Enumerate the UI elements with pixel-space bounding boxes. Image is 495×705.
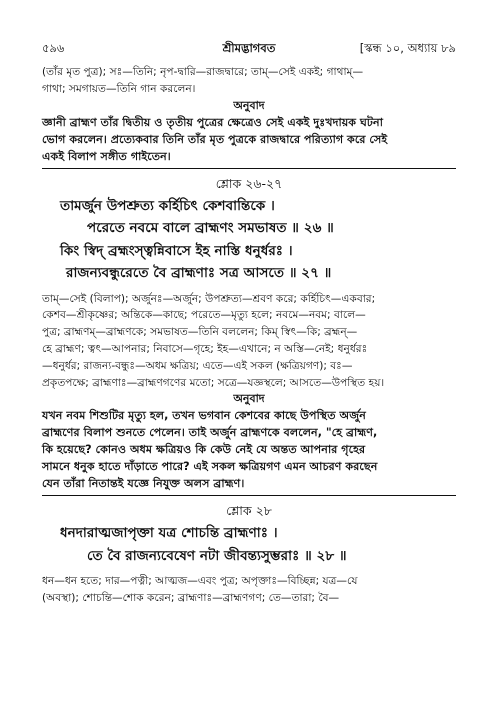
word-meaning-line: হে ব্রাহ্মণ; ত্বৎ—আপনার; নিবাসে—গৃহে; ইহ—এখানে; ন অস্তি—নেই; ধনুর্ধরঃ [42,342,368,355]
translation-block [42,114,456,165]
section-divider [42,495,456,496]
word-meaning-line: (তাঁর মৃত পুত্র); সঃ—তিনি; নৃপ-দ্বারি—রাজদ্বারে; তাম্—সেই একই; গাথাম্— [42,66,364,78]
page-header [42,40,456,58]
translation-line: কি হয়েছে? কোনও অধম ক্ষত্রিয়ও কি কেউ নেই যে অন্তত আপনার গৃহের [42,443,366,457]
word-meaning-block [42,291,456,392]
translation-heading: অনুবাদ [233,392,265,406]
word-meaning-line: প্রকৃতপক্ষে; ব্রাহ্মণাঃ—ব্রাহ্মণগণের মতো; সত্রে—যজ্ঞস্থলে; আসতে—উপস্থিত হয়। [42,376,385,389]
word-meaning-line: পুত্র; ব্রাহ্মণম্—ব্রাহ্মণকে; সমভাষত—তিনি বললেন; কিম্ স্বিৎ—কি; ব্রহ্মন্— [42,326,358,339]
page-number: ৫৯৬ [42,41,65,55]
translation-heading: অনুবাদ [233,98,265,112]
sanskrit-verse [42,522,456,567]
translation-line: যেন তাঁরা নিতান্তই যজ্ঞে নিযুক্ত অলস ব্রাহ্মণ। [42,477,245,491]
verse-line: তামর্জুন উপশ্রুত্য কর্হিচিৎ কেশবান্তিকে । [60,197,275,214]
word-meaning-line: ধন—ধন হতে; দার—পত্নী; আত্মজ—এবং পুত্র; অপৃক্তাঃ—বিচ্ছিন্ন; যত্র—যে [42,575,358,588]
word-meaning-block [42,573,456,607]
verse-title: শ্লোক ২৬-২৭ [215,175,283,191]
translation-block [42,407,456,492]
translation-line: যখন নবম শিশুটির মৃত্যু হল, তখন ভগবান কেশবের কাছে উপস্থিত অর্জুন [42,409,366,423]
translation-line: একই বিলাপ সঙ্গীত গাইতেন। [42,149,171,163]
verse-line: পরেতে নবমে বালে ব্রাহ্মণং সমভাষত ॥ ২৬ ॥ [87,220,334,237]
section-divider [42,168,456,169]
verse-title: শ্লোক ২৮ [226,503,272,519]
word-meaning-line: (অবস্থা); শোচন্তি—শোক করেন; ব্রাহ্মণাঃ—ব্রাহ্মণগণ; তে—তারা; বৈ— [42,592,340,605]
word-meaning-line: গাথা; সমগায়ত—তিনি গান করলেন। [42,82,196,95]
running-title: শ্রীমদ্ভাগবত [222,41,276,55]
verse-line: রাজন্যবন্ধুরেতে বৈ ব্রাহ্মণাঃ সত্র আসতে ॥ ২৭ ॥ [66,265,332,282]
translation-line: জ্ঞানী ব্রাহ্মণ তাঁর দ্বিতীয় ও তৃতীয় পুত্রের ক্ষেত্রেও সেই একই দুঃখদায়ক ঘটনা [42,115,383,129]
sanskrit-verse [42,195,456,285]
word-meaning-line: —ধনুর্ধর; রাজন্য-বন্ধুঃ—অধম ক্ষত্রিয়; এতে—এই সকল (ক্ষত্রিয়গণ); বঃ— [42,359,353,372]
word-meaning-block [42,64,456,98]
word-meaning-line: কেশব—শ্রীকৃষ্ণের; অন্তিকে—কাছে; পরেতে—মৃত্যু হলে; নবমে—নবম; বালে— [42,309,366,322]
canto-chapter-label: [স্কন্ধ ১০, অধ্যায় ৮৯ [359,41,456,55]
verse-line: তে বৈ রাজন্যবেষেণ নটা জীবন্ত্যসুম্ভরাঃ ॥ ২৮ ॥ [87,547,347,564]
word-meaning-line: তাম্—সেই (বিলাপ); অর্জুনঃ—অর্জুন; উপশ্রুত্য—শ্রবণ করে; কর্হিচিৎ—একবার; [42,292,376,305]
translation-line: সামনে ধনুক হাতে দাঁড়াতে পারে? এই সকল ক্ষত্রিয়গণ এমন আচরণ করছেন [42,460,378,474]
translation-line: ব্রাহ্মণের বিলাপ শুনতে পেলেন। তাই অর্জুন ব্রাহ্মণকে বললেন, "হে ব্রাহ্মণ, [42,426,378,440]
translation-line: ভোগ করলেন। প্রত্যেকবার তিনি তাঁর মৃত পুত্রকে রাজদ্বারে পরিত্যাগ করে সেই [42,132,388,146]
verse-line: কিং স্বিদ্ ব্রহ্মংস্ত্বন্নিবাসে ইহ নাস্তি ধনুর্ধরঃ । [60,242,293,259]
verse-line: ধনদারাত্মজাপৃক্তা যত্র শোচন্তি ব্রাহ্মণাঃ । [60,525,278,542]
